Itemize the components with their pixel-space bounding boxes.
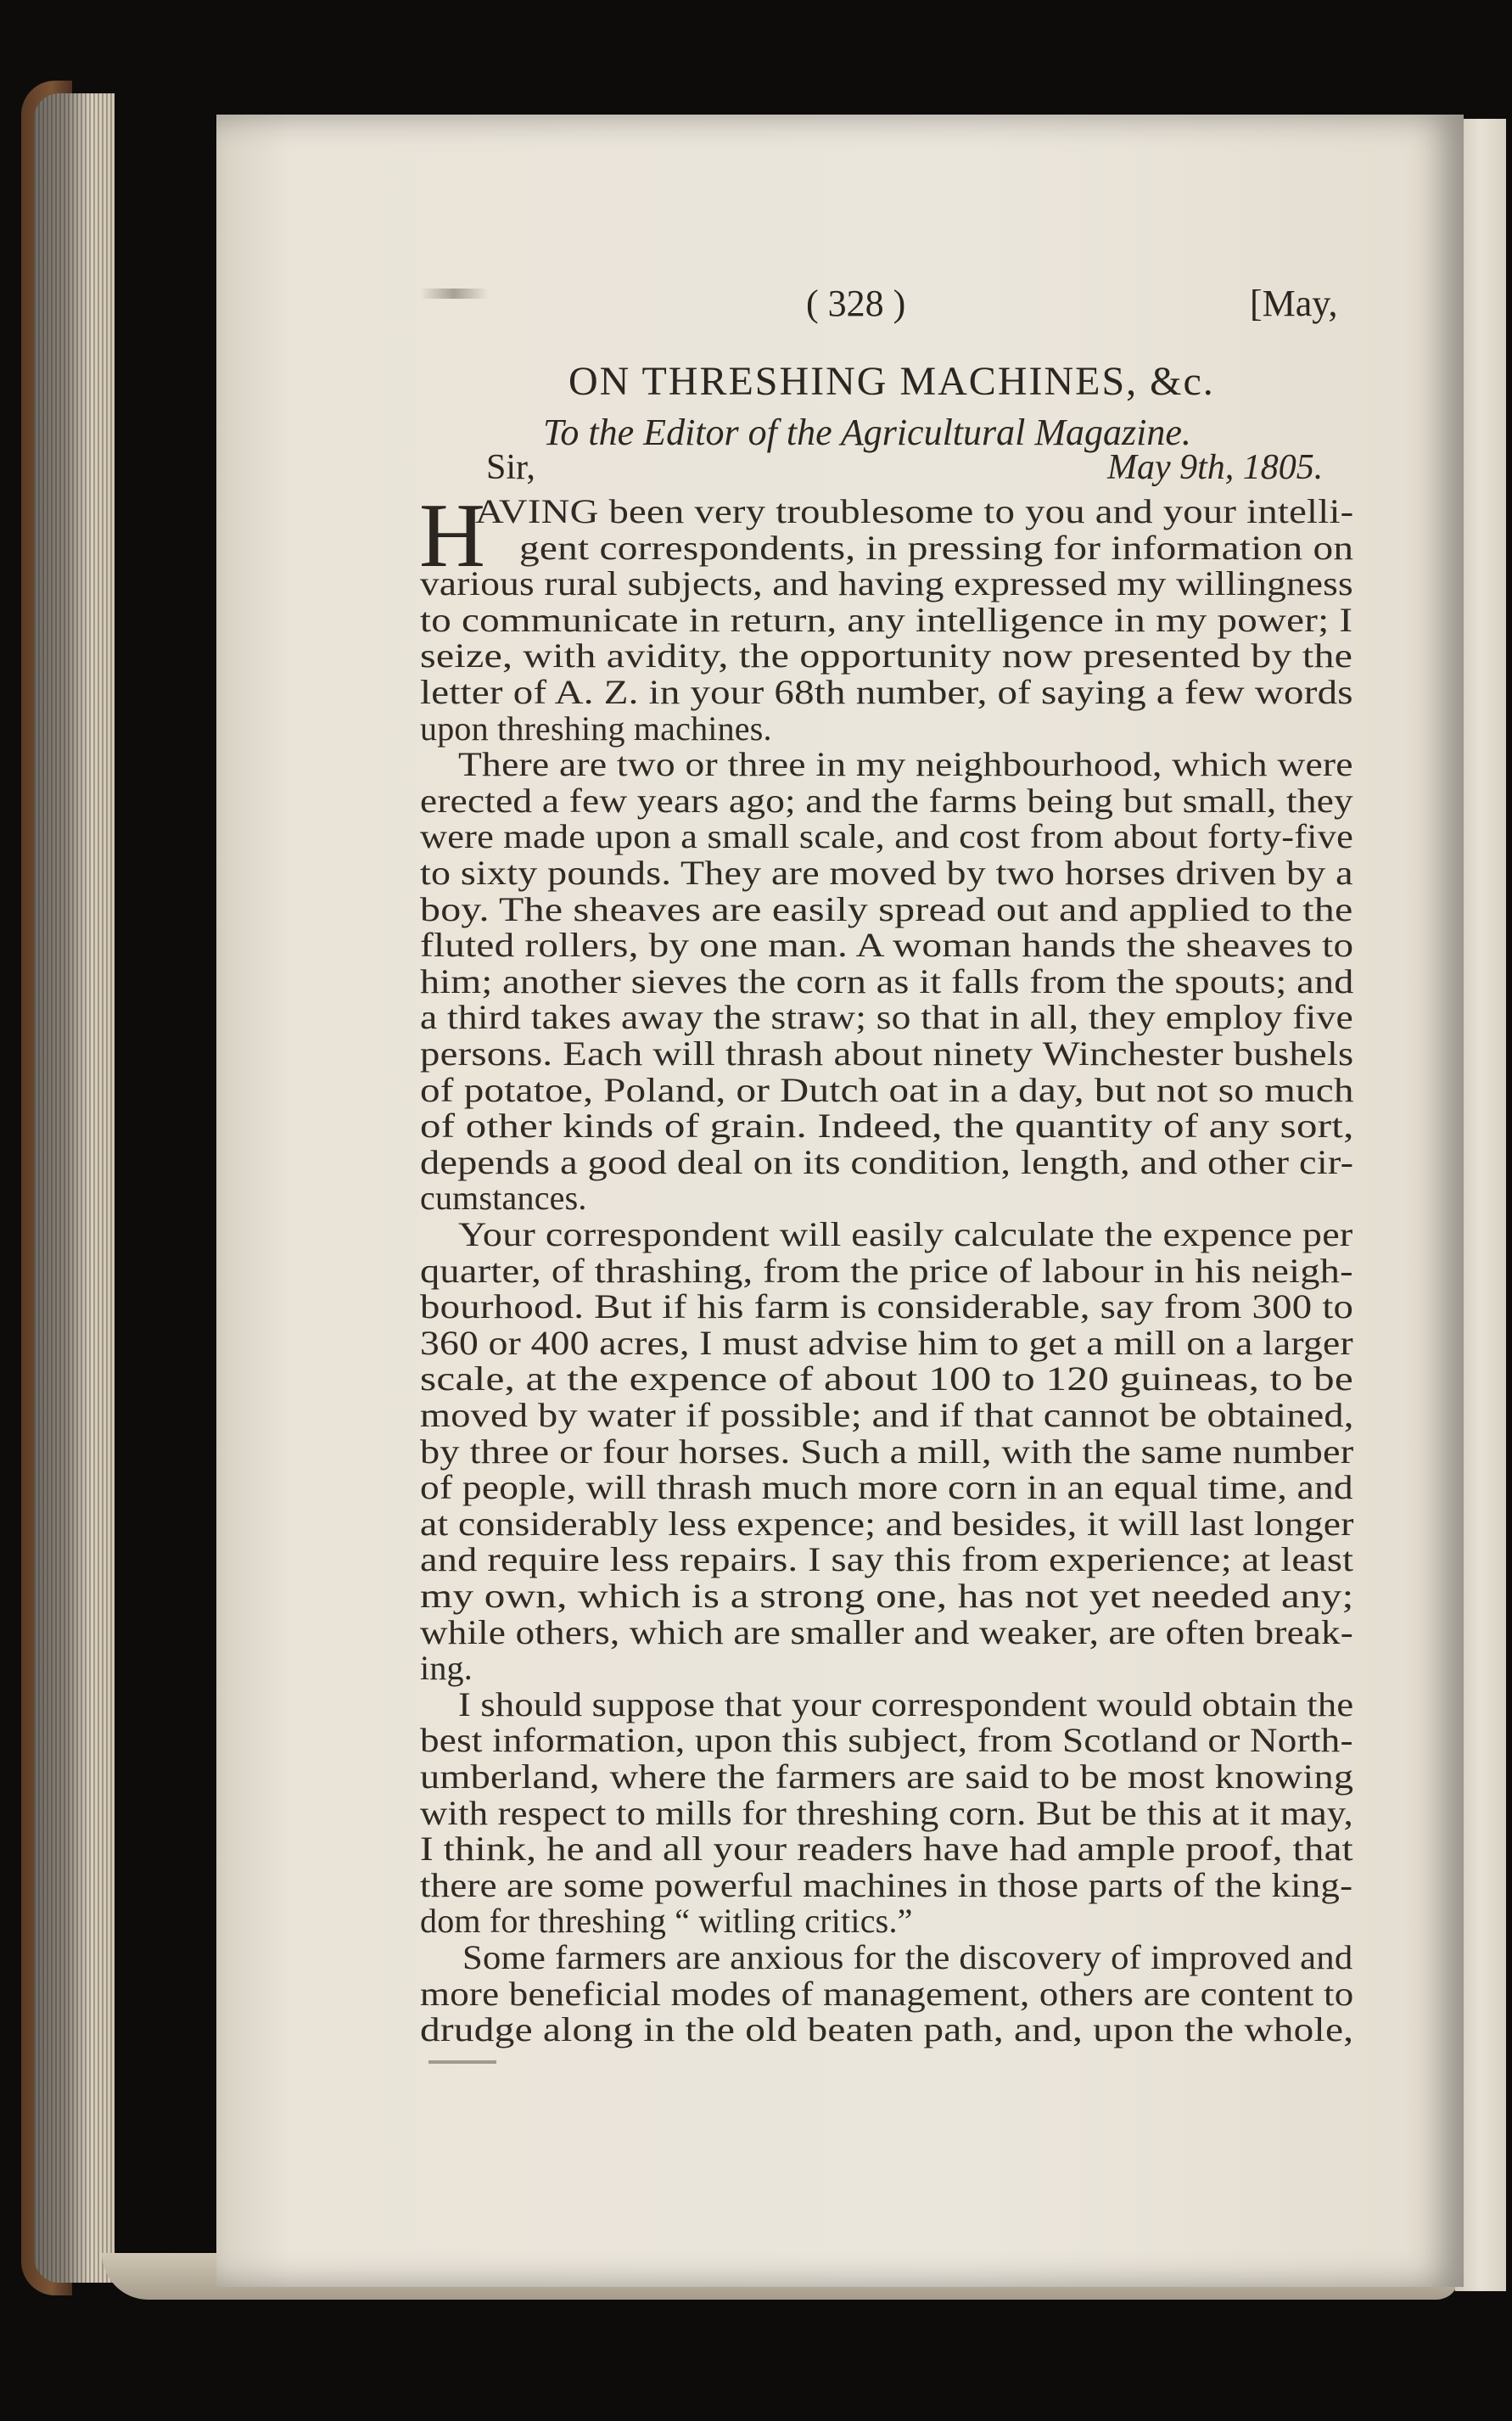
text-line: erected a few years ago; and the farms being but small, they (420, 781, 1353, 820)
text-line: gent correspondents, in pressing for information on (519, 528, 1354, 567)
text-line: AVING been very troublesome to you and your intelli- (475, 492, 1354, 530)
text-line: more beneficial modes of management, others are content to (420, 1974, 1354, 2013)
text-line: while others, which are smaller and weaker, are often break- (420, 1612, 1353, 1651)
text-line: best information, upon this subject, from Scotland or North- (420, 1721, 1353, 1760)
text-line: boy. The sheaves are easily spread out and applied to the (420, 889, 1353, 928)
text-line: my own, which is a strong one, has not yet needed any; (420, 1577, 1354, 1615)
text-line: persons. Each will thrash about ninety Winchester bushels (420, 1034, 1354, 1073)
running-head: [May, (1250, 283, 1338, 324)
footer-rule (428, 2060, 496, 2064)
article-subtitle: To the Editor of the Agricultural Magazine. (543, 412, 1191, 453)
text-line: I should suppose that your correspondent would obtain the (458, 1684, 1354, 1723)
text-line: upon threshing machines. (420, 709, 772, 748)
text-line: and require less repairs. I say this from experience; at least (420, 1540, 1354, 1579)
text-line: Some farmers are anxious for the discovery of improved and (462, 1938, 1353, 1976)
text-line: at considerably less expence; and besides, it will last longer (420, 1504, 1354, 1543)
text-line: various rural subjects, and having expressed my willingness (420, 564, 1353, 603)
text-line: Your correspondent will easily calculate the expence per (458, 1215, 1353, 1253)
text-line: with respect to mills for threshing corn. But be this at it may, (420, 1793, 1353, 1832)
text-line: to sixty pounds. They are moved by two horses driven by a (420, 854, 1353, 892)
letter-date: May 9th, 1805. (1107, 448, 1324, 487)
text-line: of other kinds of grain. Indeed, the quantity of any sort, (420, 1107, 1354, 1146)
page-number: ( 328 ) (806, 283, 906, 324)
text-line: dom for threshing “ witling critics.” (420, 1902, 913, 1941)
text-line: letter of A. Z. in your 68th number, of saying a few words (420, 673, 1353, 711)
text-line: drudge along in the old beaten path, and, upon the whole, (420, 2010, 1354, 2049)
text-line: umberland, where the farmers are said to be most knowing (420, 1757, 1354, 1796)
text-line: a third takes away the straw; so that in all, they employ five (420, 998, 1353, 1037)
text-line: there are some powerful machines in those parts of the king- (420, 1865, 1353, 1904)
drop-cap: H (419, 485, 485, 586)
text-line: were made upon a small scale, and cost from about forty-five (420, 817, 1353, 856)
text-line: him; another sieves the corn as it falls from the spouts; and (420, 961, 1354, 1000)
text-line: seize, with avidity, the opportunity now presented by the (420, 636, 1353, 675)
text-line: cumstances. (420, 1179, 587, 1218)
text-line: moved by water if possible; and if that cannot be obtained, (420, 1396, 1354, 1434)
article-title: ON THRESHING MACHINES, &c. (568, 359, 1215, 404)
text-line: fluted rollers, by one man. A woman hands the sheaves to (420, 926, 1354, 965)
text-line: I think, he and all your readers have had ample proof, that (420, 1830, 1353, 1869)
page-block-edge (34, 93, 115, 2283)
text-line: scale, at the expence of about 100 to 120 guineas, to be (420, 1359, 1353, 1398)
text-line: bourhood. But if his farm is considerable, say from 300 to (420, 1287, 1354, 1326)
text-line: ing. (420, 1649, 473, 1688)
text-line: to communicate in return, any intelligence in my power; I (420, 600, 1353, 639)
text-line: There are two or three in my neighbourhood, which were (458, 745, 1353, 784)
text-line: by three or four horses. Such a mill, with the same number (420, 1432, 1354, 1471)
text-line: of people, will thrash much more corn in an equal time, and (420, 1468, 1353, 1507)
printer-mark (420, 289, 488, 299)
salutation: Sir, (486, 448, 535, 487)
text-line: quarter, of thrashing, from the price of labour in his neigh- (420, 1251, 1353, 1290)
text-line: 360 or 400 acres, I must advise him to get a mill on a larger (420, 1323, 1353, 1362)
text-line: depends a good deal on its condition, length, and other cir- (420, 1142, 1354, 1181)
text-line: of potatoe, Poland, or Dutch oat in a day, but not so much (420, 1070, 1354, 1109)
